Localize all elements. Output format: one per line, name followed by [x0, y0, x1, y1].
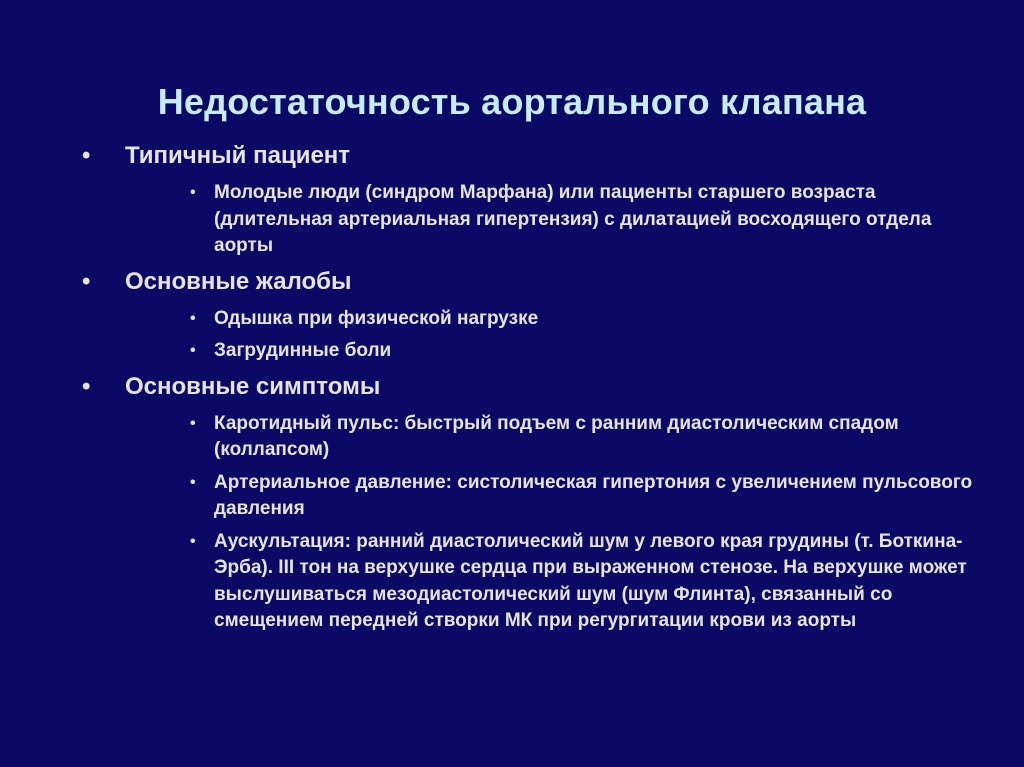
bullet-icon: •	[190, 532, 196, 550]
list-item-text: Загрудинные боли	[214, 340, 392, 361]
section-items-main-complaints	[82, 306, 982, 365]
section-items-typical-patient	[82, 180, 982, 260]
slide-title: Недостаточность аортального клапана	[157, 81, 867, 122]
list-item-text: Каротидный пульс: быстрый подъем с ранним диастолическим спадом (коллапсом)	[214, 412, 899, 460]
bullet-icon: •	[82, 142, 91, 169]
list-item	[190, 306, 982, 333]
section-heading-typical-patient	[82, 140, 982, 172]
list-item	[190, 411, 982, 464]
section-heading-main-symptoms	[82, 371, 982, 403]
slide-content	[82, 140, 982, 641]
bullet-icon: •	[190, 309, 196, 327]
list-item-text: Аускультация: ранний диастолический шум у левого края грудины (т. Боткина-Эрба). III тон на верхушке сердца при выраженном стенозе. На верхушке может выслушиваться мезодиастолический шум (шум Флинта), связанный со смещением передней створки МК при регургитации крови из аорты	[214, 530, 967, 631]
bullet-icon: •	[190, 184, 196, 201]
list-item-text: Молодые люди (синдром Марфана) или пациенты старшего возраста (длительная артериальная гипертензия) с дилатацией восходящего отдела аорты	[214, 182, 932, 256]
list-item-text: Одышка при физической нагрузке	[214, 307, 539, 329]
list-item	[190, 529, 982, 635]
list-item-text: Артериальное давление: систолическая гипертония с увеличением пульсового давления	[214, 471, 973, 519]
bullet-icon: •	[190, 473, 196, 491]
section-heading-label: Типичный пациент	[125, 142, 351, 169]
bullet-icon: •	[82, 372, 91, 400]
list-item	[190, 180, 982, 260]
section-items-main-symptoms	[82, 411, 982, 635]
list-item	[190, 338, 982, 365]
section-heading-label: Основные симптомы	[125, 372, 381, 400]
bullet-icon: •	[190, 414, 196, 432]
bullet-icon: •	[82, 267, 91, 295]
list-item	[190, 470, 982, 523]
bullet-icon: •	[190, 342, 196, 359]
section-heading-label: Основные жалобы	[125, 267, 352, 295]
section-heading-main-complaints	[82, 266, 982, 298]
